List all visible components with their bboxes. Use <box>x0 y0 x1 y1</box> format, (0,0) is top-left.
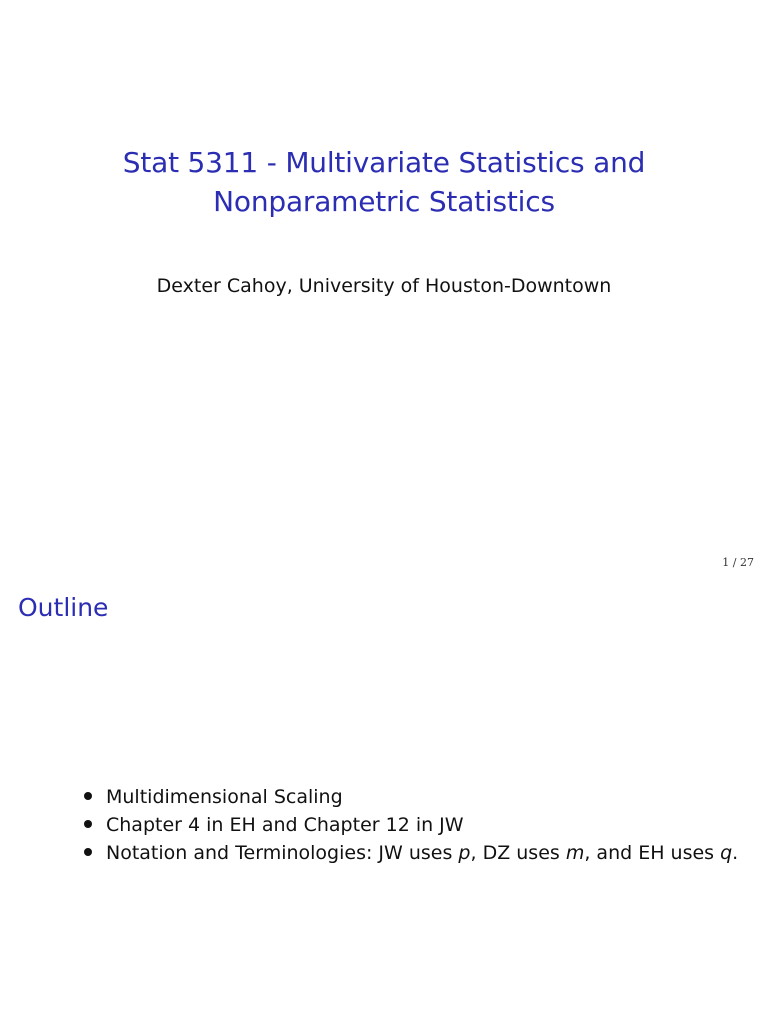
bullet-text: Multidimensional Scaling <box>106 786 343 808</box>
bullet-text-part: , and EH uses <box>584 842 721 864</box>
list-item <box>84 782 744 813</box>
bullet-text-part: . <box>732 842 739 864</box>
author-affiliation: Dexter Cahoy, University of Houston-Downtown <box>156 275 612 297</box>
bullet-text-part: , DZ uses <box>470 842 566 864</box>
title-line-1: Stat 5311 - Multivariate Statistics and <box>122 146 646 179</box>
outline-heading: Outline <box>18 593 109 622</box>
list-item <box>84 810 744 841</box>
math-symbol-p: p <box>458 842 471 864</box>
bullet-icon <box>84 792 92 800</box>
bullet-text: Chapter 4 in EH and Chapter 12 in JW <box>106 814 464 836</box>
bullet-text-part: Notation and Terminologies: JW uses <box>106 842 459 864</box>
bullet-text <box>106 838 744 869</box>
bullet-icon <box>84 848 92 856</box>
math-symbol-m: m <box>565 842 585 864</box>
page-number: 1 / 27 <box>722 556 754 569</box>
bullet-icon <box>84 820 92 828</box>
list-item <box>84 838 744 869</box>
math-symbol-q: q <box>720 842 733 864</box>
title-line-2: Nonparametric Statistics <box>213 185 555 218</box>
